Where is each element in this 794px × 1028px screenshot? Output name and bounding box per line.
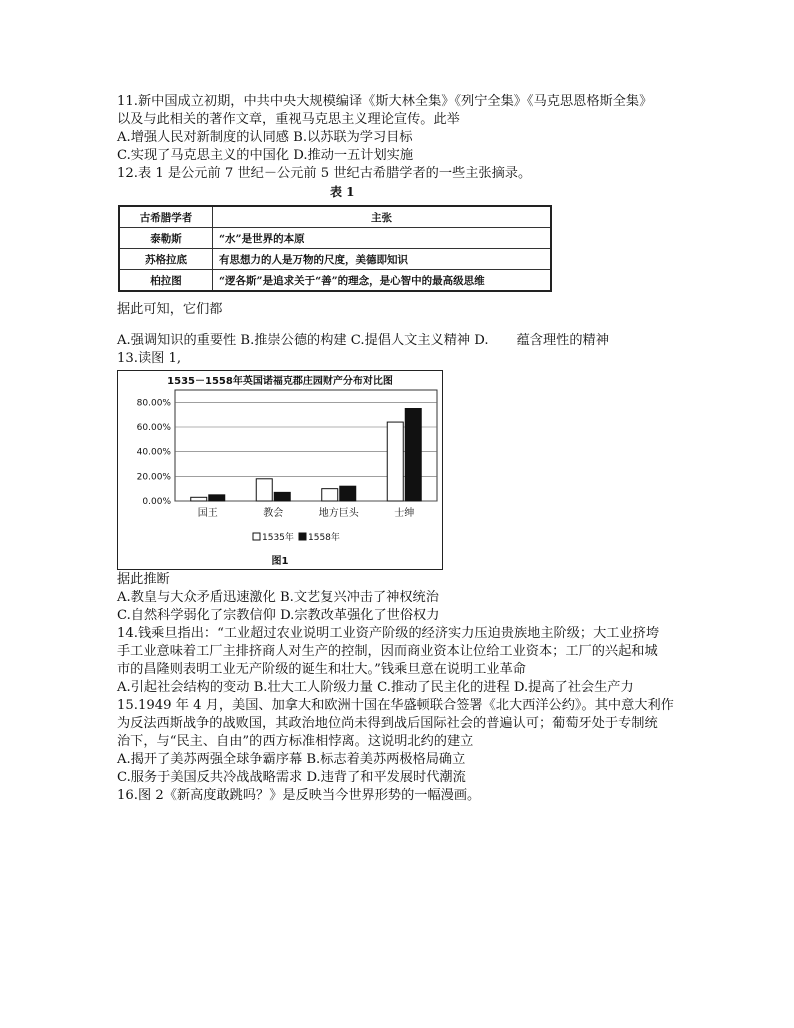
q15-stem-line-3: 治下，与“民主、自由”的西方标准相悖离。这说明北约的建立 [117,734,474,749]
legend-label-1535: 1535年 [262,533,294,543]
y-tick-label: 20.00% [136,472,171,483]
table-cell-scholar: 柏拉图 [119,270,213,292]
q12-options-abc: A.强调知识的重要性 B.推崇公德的构建 C.提倡人文主义精神 D. [117,333,489,348]
bar-1558年-地方巨头 [340,486,356,501]
q13-stem: 13.读图 1, [117,351,182,366]
q14-stem-line-3: 市的昌隆则表明工业无产阶级的诞生和壮大。”钱乘旦意在说明工业革命 [117,662,526,677]
q12-options [117,332,609,350]
table-cell-claim: 有思想力的人是万物的尺度，美德即知识 [213,249,552,270]
legend-swatch-1535 [253,533,260,540]
table-cell-claim: “水”是世界的本原 [213,228,552,249]
x-tick-label: 教会 [263,508,284,519]
bar-1558年-士绅 [405,409,421,502]
q11-options-cd: C.实现了马克思主义的中国化 D.推动一五计划实施 [117,148,414,163]
table-row [119,228,551,249]
y-tick-label: 40.00% [136,447,171,458]
q15-options-ab: A.揭开了美苏两强全球争霸序幕 B.标志着美苏两极格局确立 [117,752,466,767]
bar-1535年-地方巨头 [322,489,338,501]
table-header-row [119,206,551,228]
q16-stem: 16.图 2《新高度敢跳吗？》是反映当今世界形势的一幅漫画。 [117,788,481,803]
legend-label-1558: 1558年 [308,533,340,543]
table-cell-scholar: 苏格拉底 [119,249,213,270]
table-header-claim: 主张 [213,206,552,228]
table-1 [118,205,552,292]
x-tick-label: 地方巨头 [318,508,359,519]
bar-1535年-士绅 [387,422,403,501]
table-cell-claim: “逻各斯”是追求关于“善”的理念，是心智中的最高级思维 [213,270,552,292]
bar-1558年-教会 [274,492,290,501]
legend-swatch-1558 [299,533,306,540]
bar-1535年-国王 [191,497,207,501]
q13-prompt: 据此推断 [117,572,170,587]
q11-stem-line-2: 以及与此相关的著作文章，重视马克思主义理论宣传。此举 [117,112,460,127]
q15-options-cd: C.服务于美国反共冷战战略需求 D.违背了和平发展时代潮流 [117,770,466,785]
bar-1535年-教会 [256,479,272,501]
q14-stem-line-1: 14.钱乘旦指出：“工业超过农业说明工业资产阶级的经济实力压迫贵族地主阶级；大工业挤垮 [117,626,660,641]
q15-stem-line-1: 15.1949 年 4 月，美国、加拿大和欧洲十国在华盛顿联合签署《北大西洋公约》。其中意大利作 [117,698,674,713]
x-tick-label: 士绅 [394,508,415,519]
q14-stem-line-2: 手工业意味着工厂主排挤商人对生产的控制，因而商业资本让位给工业资本；工厂的兴起和城 [117,644,658,659]
table-row [119,270,551,292]
y-tick-label: 60.00% [136,423,171,433]
table-row [119,249,551,270]
table-cell-scholar: 泰勒斯 [119,228,213,249]
y-tick-label: 0.00% [142,497,171,507]
figure-caption: 图1 [271,556,289,567]
table-1-caption: 表 1 [330,185,355,199]
bar-chart [117,370,443,570]
table-header-scholar: 古希腊学者 [119,206,213,228]
q14-options: A.引起社会结构的变动 B.壮大工人阶级力量 C.推动了民主化的进程 D.提高了社会生产力 [117,680,634,695]
bar-1558年-国王 [209,495,225,501]
chart-title: 1535－1558年英国诺福克郡庄园财产分布对比图 [167,376,393,387]
x-tick-label: 国王 [197,508,218,519]
q12-option-d: 蕴含理性的精神 [516,333,609,348]
q12-prompt: 据此可知，它们都 [117,302,223,317]
q13-options-ab: A.教皇与大众矛盾迅速激化 B.文艺复兴冲击了神权统治 [117,590,439,605]
q11-options-ab: A.增强人民对新制度的认同感 B.以苏联为学习目标 [117,130,413,145]
q11-stem-line-1: 11.新中国成立初期，中共中央大规模编译《斯大林全集》《列宁全集》《马克思恩格斯全集》 [117,94,653,109]
q12-stem: 12.表 1 是公元前 7 世纪－公元前 5 世纪古希腊学者的一些主张摘录。 [117,166,532,181]
y-tick-label: 80.00% [136,398,171,409]
q13-options-cd: C.自然科学弱化了宗教信仰 D.宗教改革强化了世俗权力 [117,608,440,623]
q15-stem-line-2: 为反法西斯战争的战败国，其政治地位尚未得到战后国际社会的普遍认可；葡萄牙处于专制统 [117,716,658,731]
